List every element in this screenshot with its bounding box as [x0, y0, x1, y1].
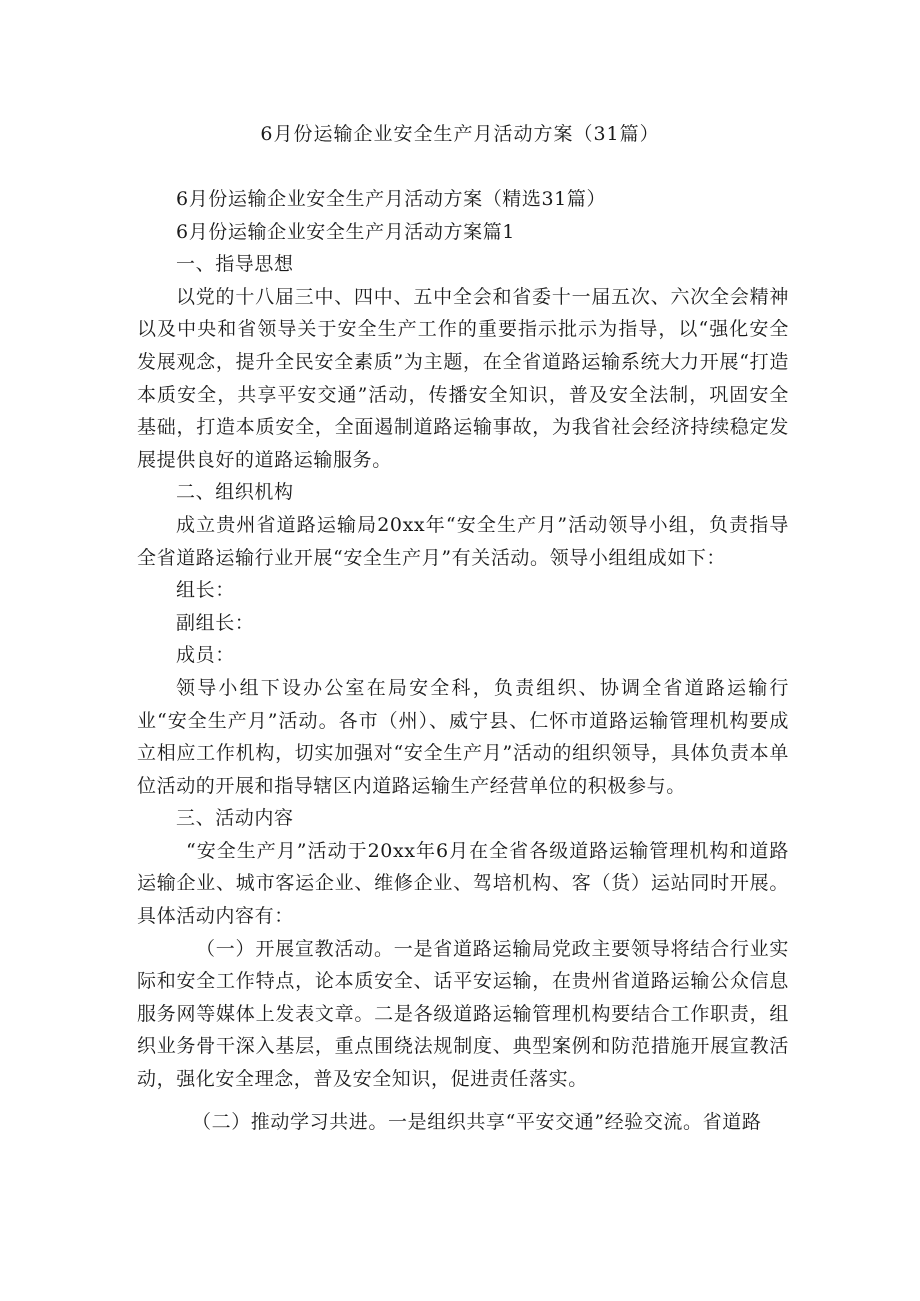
leader-label: 组长：	[176, 579, 235, 602]
document-body	[137, 183, 789, 1138]
members-label: 成员：	[176, 644, 235, 667]
heading-guiding-ideology: 一、指导思想	[176, 253, 294, 276]
paragraph-activity-learning: （二）推动学习共进。一是组织共享“平安交通”经验交流。省道路	[192, 1110, 762, 1133]
heading-activities: 三、活动内容	[176, 807, 294, 830]
paragraph-guiding-ideology: 以党的十八届三中、四中、五中全会和省委十一届五次、六次全会精神以及中央和省领导关于安全生产工作的重要指示批示为指导，以“强化安全发展观念，提升全民安全素质”为主题，在全省道路运输系统大力开展“打造本质安全，共享平安交通”活动，传播安全知识，普及安全法制，巩固安全基础，打造本质安全，全面遏制道路运输事故，为我省社会经济持续稳定发展提供良好的道路运输服务。	[137, 285, 789, 471]
deputy-leader-label: 副组长：	[176, 611, 255, 634]
paragraph-activities-intro: “安全生产月”活动于20xx年6月在全省各级道路运输管理机构和道路运输企业、城市客运企业、维修企业、驾培机构、客（货）运站同时开展。具体活动内容有：	[137, 839, 789, 928]
heading-organization: 二、组织机构	[176, 481, 294, 504]
document-subtitle: 6月份运输企业安全生产月活动方案（精选31篇）	[176, 188, 607, 210]
paragraph-activity-education: （一）开展宣教活动。一是省道路运输局党政主要领导将结合行业实际和安全工作特点，论本质安全、话平安运输，在贵州省道路运输公众信息服务网等媒体上发表文章。二是各级道路运输管理机构要结合工作职责，组织业务骨干深入基层，重点围绕法规制度、典型案例和防范措施开展宣教活动，强化安全理念，普及安全知识，促进责任落实。	[137, 937, 789, 1091]
section-title: 6月份运输企业安全生产月活动方案篇1	[176, 220, 515, 243]
paragraph-office: 领导小组下设办公室在局安全科，负责组织、协调全省道路运输行业“安全生产月”活动。各市（州）、威宁县、仁怀市道路运输管理机构要成立相应工作机构，切实加强对“安全生产月”活动的组织领导，具体负责本单位活动的开展和指导辖区内道路运输生产经营单位的积极参与。	[137, 676, 789, 797]
paragraph-organization: 成立贵州省道路运输局20xx年“安全生产月”活动领导小组，负责指导全省道路运输行业开展“安全生产月”有关活动。领导小组组成如下：	[137, 513, 789, 569]
document-title: 6月份运输企业安全生产月活动方案（31篇）	[260, 123, 660, 145]
